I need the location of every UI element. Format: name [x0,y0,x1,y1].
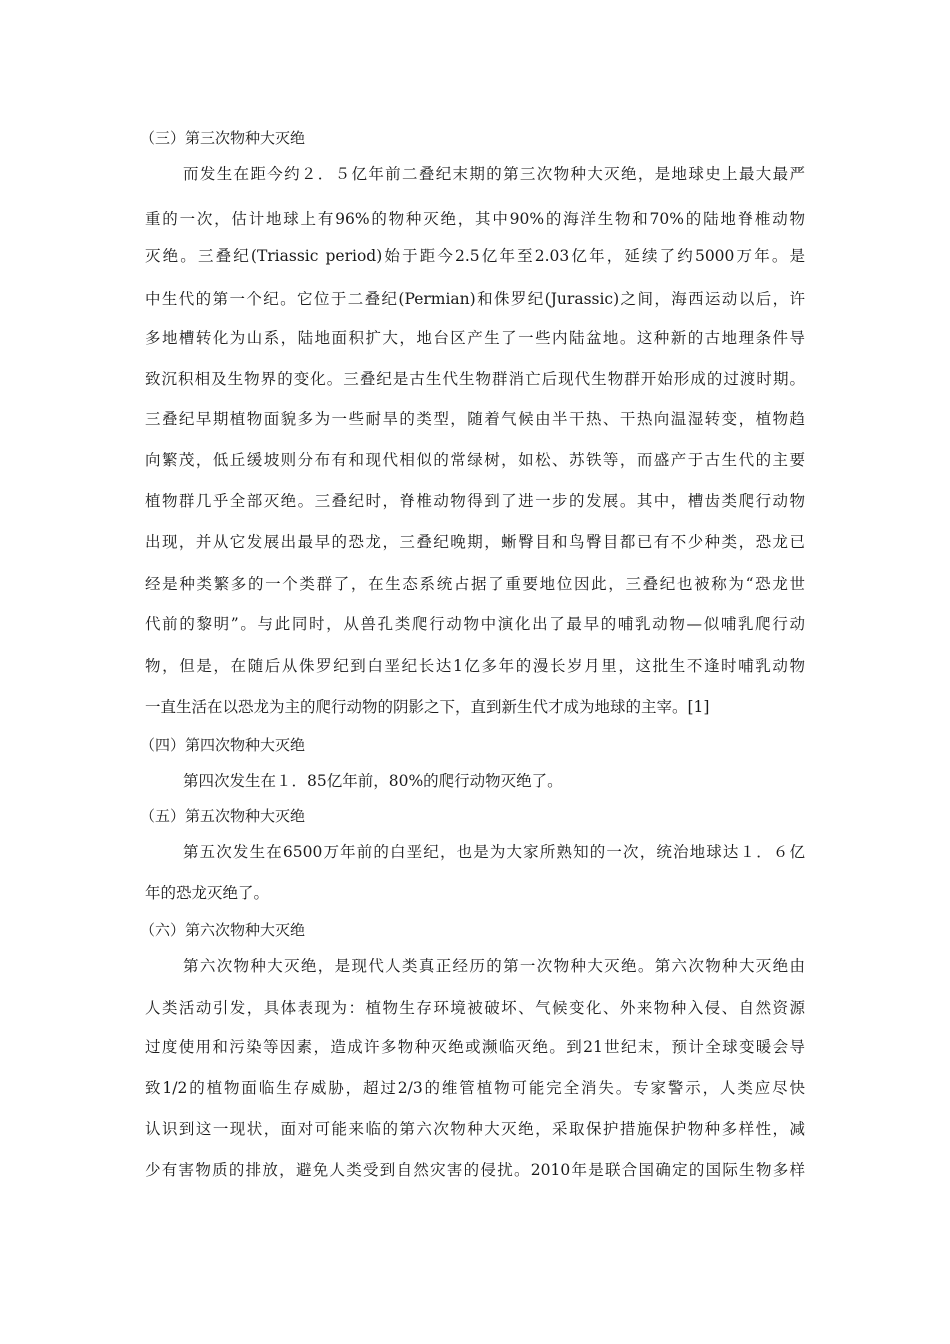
paragraph-line: 植物群几乎全部灭绝。三叠纪时，脊椎动物得到了进一步的发展。其中，槽齿类爬行动物 [145,492,805,510]
paragraph-line: 第六次物种大灭绝，是现代人类真正经历的第一次物种大灭绝。第六次物种大灭绝由 [183,957,805,975]
paragraph-line: 灭绝。三叠纪(Triassic period)始于距今2.5亿年至2.03亿年，延续了约5000万年。是 [145,247,805,265]
paragraph-line: 重的一次，估计地球上有96%的物种灭绝，其中90%的海洋生物和70%的陆地脊椎动物 [145,210,805,228]
paragraph-line: 致沉积相及生物界的变化。三叠纪是古生代生物群消亡后现代生物群开始形成的过渡时期。 [145,370,805,388]
paragraph-line: 向繁茂，低丘缓坡则分布有和现代相似的常绿树，如松、苏铁等，而盛产于古生代的主要 [145,451,805,469]
paragraph-line: 第五次发生在6500万年前的白垩纪，也是为大家所熟知的一次，统治地球达１．６亿 [183,843,805,861]
section-heading-6: （六）第六次物种大灭绝 [140,921,306,939]
paragraph-line: 三叠纪早期植物面貌多为一些耐旱的类型，随着气候由半干热、干热向温湿转变，植物趋 [145,410,805,428]
section-heading-4: （四）第四次物种大灭绝 [140,736,306,754]
paragraph-line: 多地槽转化为山系，陆地面积扩大，地台区产生了一些内陆盆地。这种新的古地理条件导 [145,329,805,347]
paragraph-line: 人类活动引发，具体表现为：植物生存环境被破坏、气候变化、外来物种入侵、自然资源 [145,999,805,1017]
paragraph-line: 代前的黎明”。与此同时，从兽孔类爬行动物中演化出了最早的哺乳动物—似哺乳爬行动 [145,615,805,633]
paragraph-line: 经是种类繁多的一个类群了，在生态系统占据了重要地位因此，三叠纪也被称为“恐龙世 [145,575,805,593]
paragraph-line: 出现，并从它发展出最早的恐龙，三叠纪晚期，蜥臀目和鸟臀目都已有不少种类，恐龙已 [145,533,805,551]
paragraph-line: 而发生在距今约２．５亿年前二叠纪末期的第三次物种大灭绝，是地球史上最大最严 [183,165,805,183]
paragraph-line: 少有害物质的排放，避免人类受到自然灾害的侵扰。2010年是联合国确定的国际生物多样 [145,1161,805,1179]
section-heading-3: （三）第三次物种大灭绝 [140,129,306,147]
paragraph-line: 致1/2的植物面临生存威胁，超过2/3的维管植物可能完全消失。专家警示，人类应尽快 [145,1079,805,1097]
paragraph-line: 过度使用和污染等因素，造成许多物种灭绝或濒临灭绝。到21世纪末，预计全球变暖会导 [145,1038,805,1056]
section-heading-5: （五）第五次物种大灭绝 [140,807,306,825]
paragraph-line: 年的恐龙灭绝了。 [145,884,270,902]
paragraph-line: 中生代的第一个纪。它位于二叠纪(Permian)和侏罗纪(Jurassic)之间，海西运动以后，许 [145,290,805,308]
paragraph-line: 认识到这一现状，面对可能来临的第六次物种大灭绝，采取保护措施保护物种多样性，减 [145,1120,805,1138]
paragraph-line: 物，但是，在随后从侏罗纪到白垩纪长达1亿多年的漫长岁月里，这批生不逢时哺乳动物 [145,657,805,675]
paragraph-line: 第四次发生在１．85亿年前，80%的爬行动物灭绝了。 [183,772,563,790]
paragraph-line: 一直生活在以恐龙为主的爬行动物的阴影之下，直到新生代才成为地球的主宰。[1] [145,698,710,716]
